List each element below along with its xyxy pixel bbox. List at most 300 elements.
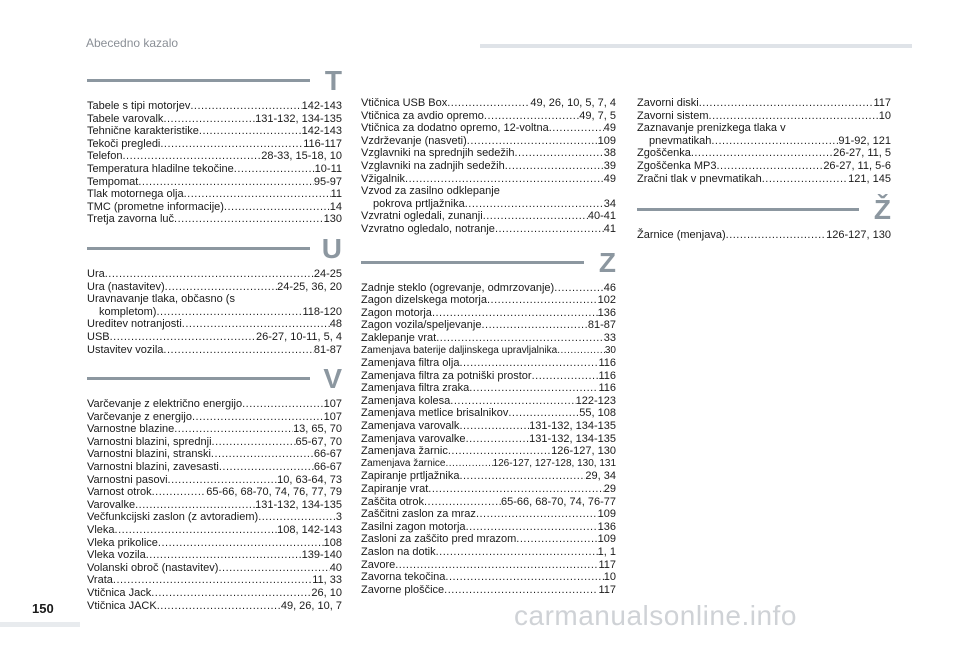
index-entry-pages: 131-132, 134-135 <box>255 112 342 125</box>
index-entry-name: Zagon dizelskega motorja <box>361 294 487 307</box>
index-entry <box>361 470 616 483</box>
dot-leader <box>495 223 604 236</box>
index-entry <box>361 319 616 332</box>
dot-leader <box>762 173 848 186</box>
index-entry <box>87 150 342 163</box>
index-entry-name: Zaslon na dotik <box>361 546 436 558</box>
section-header-z <box>361 246 616 278</box>
index-entry-name: Vzvratni ogledali, zunanji <box>361 210 483 223</box>
index-entry-pages: 40-41 <box>587 210 616 223</box>
index-entry-name: Zgoščenka <box>637 147 691 160</box>
index-entry <box>87 537 342 550</box>
index-entry-pages: 139-140 <box>301 549 342 562</box>
index-entry-name: Žarnice (menjava) <box>637 229 726 242</box>
index-entry-pages: 95-97 <box>313 175 342 188</box>
index-entry-pages: 136 <box>597 520 616 533</box>
index-entry <box>361 433 616 446</box>
index-entry-pages: 102 <box>597 294 616 307</box>
dot-leader <box>152 486 207 499</box>
index-entry-name: Vleka prikolice <box>87 536 158 549</box>
index-entry-pages: 29 <box>603 483 616 496</box>
index-entry-pages: 126-127, 130 <box>826 229 891 242</box>
index-entry <box>87 600 342 613</box>
index-entry <box>637 110 891 123</box>
index-entry <box>637 160 891 173</box>
dot-leader <box>105 268 314 281</box>
dot-leader <box>532 370 599 383</box>
index-entry <box>637 229 891 242</box>
index-entry-name: Zaklepanje vrat <box>361 331 437 344</box>
section-zh-entries <box>637 229 891 242</box>
index-entry-name: Vleka <box>87 524 115 537</box>
index-entry-name: Volanski obroč (nastavitev) <box>87 561 219 574</box>
index-entry-pages: 130 <box>323 213 342 226</box>
index-entry-pages: 142-143 <box>301 125 342 138</box>
dot-leader <box>448 445 551 458</box>
index-entry <box>361 160 616 173</box>
index-entry-name: Zamenjava žarnic <box>361 445 448 458</box>
index-entry-name: Varčevanje z električno energijo <box>87 398 243 411</box>
index-entry-name: USB <box>87 330 110 343</box>
index-entry <box>637 173 891 186</box>
index-entry-name: Vzglavniki na sprednjih sedežih <box>361 147 515 160</box>
index-entry-name: Tabele s tipi motorjev <box>87 100 191 112</box>
dot-leader <box>122 150 261 163</box>
dot-leader <box>218 562 329 575</box>
index-entry <box>361 357 616 370</box>
index-entry-pages: 126-127, 130 <box>551 445 616 458</box>
index-entry <box>361 533 616 546</box>
index-entry-name: Vleka vozila <box>87 549 146 562</box>
index-entry-pages: 121, 145 <box>848 172 891 185</box>
index-entry-name: Vtičnica za avdio opremo <box>361 109 484 122</box>
dot-leader <box>242 398 324 411</box>
index-entry-name: Zamenjava filtra za potniški prostor <box>361 369 532 382</box>
dot-leader <box>184 188 331 201</box>
dot-leader <box>466 521 598 534</box>
index-entry <box>87 344 342 357</box>
dot-leader <box>444 584 598 597</box>
index-entry-pages: 41 <box>603 222 616 235</box>
index-entry-pages: 65-66, 68-70, 74, 76, 77, 79 <box>206 486 342 499</box>
index-entry-name: Ura (nastavitev) <box>87 280 165 293</box>
page-number: 150 <box>32 601 54 616</box>
section-v-continued-entries <box>361 97 616 236</box>
index-entry-name: Zamenjava varovalk <box>361 420 460 433</box>
section-letter-v: V <box>323 363 342 395</box>
index-entry-pages: 3 <box>335 511 342 524</box>
index-entry <box>87 268 342 281</box>
index-column-3 <box>637 97 891 242</box>
index-entry-pages: 117 <box>873 97 891 109</box>
index-entry <box>361 571 616 584</box>
dot-leader <box>476 508 598 521</box>
index-entry-name: Zamenjava baterije daljinskega upravljalnika <box>361 344 558 356</box>
index-entry <box>87 511 342 524</box>
index-entry-name: Zaznavanje prenizkega tlaka v <box>637 122 786 135</box>
index-entry-pages: 10 <box>603 571 616 584</box>
index-entry-pages: 11 <box>330 188 342 201</box>
index-entry-pages: 109 <box>597 533 616 546</box>
index-entry-name: Tekoči pregledi <box>87 137 161 150</box>
index-entry <box>361 496 616 509</box>
index-entry-pages: 117 <box>598 583 616 596</box>
dot-leader <box>469 382 598 395</box>
index-entry <box>637 135 891 148</box>
index-entry-name: Varnost otrok <box>87 486 152 499</box>
dot-leader <box>447 97 530 110</box>
index-entry-name: Tempomat <box>87 175 139 188</box>
dot-leader <box>436 546 598 559</box>
dot-leader <box>450 395 575 408</box>
section-letter-t: T <box>324 65 342 96</box>
index-entry-pages: 10 <box>878 109 891 122</box>
dot-leader <box>174 213 324 226</box>
index-column-2 <box>361 97 616 596</box>
index-entry-pages: 55, 108 <box>579 407 616 420</box>
index-entry <box>361 97 616 110</box>
index-entry-pages: 49, 7, 5 <box>579 109 616 122</box>
index-entry-name: pnevmatikah <box>649 134 712 147</box>
dot-leader <box>459 420 529 433</box>
section-letter-u: U <box>321 232 342 264</box>
dot-leader <box>192 411 324 424</box>
index-entry-pages: 48 <box>329 318 342 331</box>
index-entry-name: Temperatura hladilne tekočine <box>87 162 234 175</box>
index-entry-pages: 38 <box>603 147 616 160</box>
dot-leader <box>691 147 833 160</box>
index-entry <box>87 125 342 138</box>
index-entry-name: Varnostni blazini, sprednji <box>87 435 212 448</box>
index-entry-name: Zadnje steklo (ogrevanje, odmrzovanje) <box>361 281 555 294</box>
index-entry-name: Tabele varovalk <box>87 112 164 125</box>
dot-leader <box>165 281 278 294</box>
index-entry-name: kompletom) <box>99 305 157 318</box>
index-entry-pages: 49, 26, 10, 5, 7, 4 <box>530 97 616 109</box>
index-entry <box>361 147 616 160</box>
dot-leader <box>174 423 293 436</box>
index-entry <box>361 508 616 521</box>
index-entry-name: Zapiranje prtljažnika <box>361 470 460 483</box>
index-entry-name: Varnostni pasovi <box>87 473 168 486</box>
index-entry-pages: 29, 34 <box>585 470 616 483</box>
section-letter-zh: Ž <box>873 194 891 226</box>
index-entry <box>637 97 891 110</box>
dot-leader <box>445 458 492 471</box>
dot-leader <box>432 307 598 320</box>
index-entry <box>361 370 616 383</box>
index-entry-name: Varnostni blazini, stranski <box>87 448 211 461</box>
dot-leader <box>224 201 330 214</box>
index-entry-name: Zamenjava kolesa <box>361 394 451 407</box>
header-title: Abecedno kazalo <box>86 36 179 50</box>
index-entry <box>87 188 342 201</box>
index-entry <box>361 445 616 458</box>
dot-leader <box>699 97 874 110</box>
index-entry-pages: 34 <box>603 197 616 210</box>
index-entry-pages: 28-33, 15-18, 10 <box>261 150 342 163</box>
index-entry-pages: 118-120 <box>302 305 342 318</box>
dot-leader <box>465 198 604 211</box>
index-entry-pages: 66-67 <box>313 448 342 461</box>
index-entry <box>361 584 616 597</box>
index-entry <box>361 546 616 559</box>
dot-leader <box>157 600 281 613</box>
dot-leader <box>467 135 598 148</box>
index-entry <box>361 458 616 471</box>
index-entry <box>87 423 342 436</box>
dot-leader <box>549 122 604 135</box>
dot-leader <box>481 319 587 332</box>
dot-leader <box>711 135 838 148</box>
index-entry-name: Večfunkcijski zaslon (z avtoradiem) <box>87 511 259 524</box>
index-entry-pages: 30 <box>604 344 616 356</box>
dot-leader <box>554 282 604 295</box>
index-entry-pages: 65-66, 68-70, 74, 76-77 <box>501 495 616 508</box>
index-entry <box>87 587 342 600</box>
index-entry-name: Zamenjava filtra olja <box>361 357 460 370</box>
dot-leader <box>428 483 603 496</box>
index-entry-name: Zračni tlak v pnevmatikah <box>637 172 762 185</box>
index-entry-pages: 109 <box>597 508 616 521</box>
index-entry-name: Varčevanje z energijo <box>87 410 192 423</box>
section-z-continued-entries <box>637 97 891 185</box>
section-rule <box>87 79 310 82</box>
index-entry-name: Zgoščenka MP3 <box>637 159 717 172</box>
index-entry-name: Zavorni diski <box>637 97 699 109</box>
index-entry-pages: 11, 33 <box>312 574 342 587</box>
index-entry-name: Zavorne ploščice <box>361 583 445 596</box>
index-entry-name: Zamenjava filtra zraka <box>361 382 470 395</box>
section-rule <box>87 377 310 380</box>
dot-leader <box>199 125 302 138</box>
dot-leader <box>168 474 278 487</box>
dot-leader <box>709 110 879 123</box>
index-entry-pages: 116-117 <box>303 137 342 150</box>
dot-leader <box>258 511 336 524</box>
dot-leader <box>190 100 301 113</box>
dot-leader <box>487 294 598 307</box>
index-entry-name: Zagon motorja <box>361 306 432 319</box>
index-entry-name: Vtičnica Jack <box>87 587 152 599</box>
dot-leader <box>726 229 827 242</box>
index-entry-pages: 49, 26, 10, 7 <box>280 599 342 612</box>
index-entry <box>361 135 616 148</box>
index-entry-name: TMC (prometne informacije) <box>87 200 224 213</box>
index-entry <box>87 549 342 562</box>
index-entry <box>87 331 342 344</box>
index-entry <box>361 173 616 186</box>
index-entry <box>87 448 342 461</box>
index-entry <box>637 122 891 135</box>
index-entry-pages: 66-67 <box>313 461 342 474</box>
index-entry-name: Ureditev notranjosti <box>87 318 182 331</box>
index-entry <box>87 201 342 214</box>
index-entry <box>87 461 342 474</box>
index-entry-pages: 39 <box>603 159 616 172</box>
index-entry <box>361 395 616 408</box>
index-entry-pages: 24-25 <box>313 267 342 280</box>
index-entry <box>361 122 616 135</box>
index-entry-name: Tlak motornega olja <box>87 188 184 201</box>
dot-leader <box>160 138 303 151</box>
index-entry-pages: 26-27, 10-11, 5, 4 <box>255 330 342 343</box>
index-entry-name: Ura <box>87 267 105 280</box>
index-entry <box>87 474 342 487</box>
index-entry-pages: 131-132, 134-135 <box>529 420 616 433</box>
index-entry-pages: 116 <box>598 357 616 370</box>
section-rule <box>87 247 310 250</box>
index-entry-pages: 131-132, 134-135 <box>255 498 342 511</box>
index-entry-name: Zamenjava žarnice <box>361 457 446 469</box>
index-entry <box>87 398 342 411</box>
dot-leader <box>156 306 302 319</box>
index-entry <box>361 521 616 534</box>
index-entry <box>87 318 342 331</box>
index-entry-name: Varnostni blazini, zavesasti <box>87 461 219 474</box>
dot-leader <box>505 160 604 173</box>
index-entry-name: Zaščitni zaslon za mraz <box>361 508 476 521</box>
index-entry-pages: 14 <box>329 200 342 213</box>
index-entry <box>361 185 616 198</box>
index-entry <box>87 436 342 449</box>
index-entry-pages: 49 <box>603 122 616 135</box>
index-entry <box>361 198 616 211</box>
dot-leader <box>163 113 255 126</box>
section-header-t <box>87 65 342 96</box>
dot-leader <box>151 587 311 600</box>
index-entry <box>361 210 616 223</box>
index-entry-name: Varovalke <box>87 498 136 511</box>
dot-leader <box>138 176 314 189</box>
index-entry-pages: 10, 63-64, 73 <box>277 473 342 486</box>
index-entry-name: Zaščita otrok <box>361 495 424 508</box>
dot-leader <box>459 357 598 370</box>
dot-leader <box>557 345 605 358</box>
dot-leader <box>219 461 314 474</box>
index-entry-pages: 109 <box>597 134 616 147</box>
index-entry-name: Uravnavanje tlaka, občasno (s <box>87 293 235 306</box>
index-entry-pages: 13, 65, 70 <box>293 423 342 436</box>
dot-leader <box>424 496 501 509</box>
dot-leader <box>516 533 597 546</box>
index-entry <box>361 483 616 496</box>
section-rule <box>637 208 859 211</box>
index-entry-name: Vtičnica za dodatno opremo, 12-voltna <box>361 122 549 135</box>
section-letter-z: Z <box>598 246 616 278</box>
index-entry-pages: 107 <box>323 398 342 411</box>
dot-leader <box>483 210 588 223</box>
index-entry-name: Tehnične karakteristike <box>87 125 199 138</box>
header-bar <box>480 44 912 48</box>
dot-leader <box>234 163 315 176</box>
index-entry-name: Vžigalnik <box>361 172 406 185</box>
index-entry <box>87 176 342 189</box>
index-entry-pages: 65-67, 70 <box>295 435 342 448</box>
dot-leader <box>459 470 585 483</box>
dot-leader <box>146 549 302 562</box>
dot-leader <box>395 559 598 572</box>
index-entry-pages: 24-25, 36, 20 <box>277 280 342 293</box>
index-entry <box>361 559 616 572</box>
index-entry-name: Zavorna tekočina <box>361 571 446 584</box>
index-entry-pages: 33 <box>603 331 616 344</box>
index-entry-pages: 131-132, 134-135 <box>529 432 616 445</box>
index-entry <box>87 411 342 424</box>
index-entry-name: Vzvratno ogledalo, notranje <box>361 222 495 235</box>
dot-leader <box>158 537 324 550</box>
index-entry-pages: 81-87 <box>587 319 616 332</box>
index-entry-name: Ustavitev vozila <box>87 343 164 356</box>
dot-leader <box>113 574 312 587</box>
index-entry-pages: 116 <box>598 369 616 382</box>
dot-leader <box>135 499 255 512</box>
index-entry <box>361 420 616 433</box>
index-entry-pages: 49 <box>603 172 616 185</box>
index-entry-name: Zapiranje vrat <box>361 483 429 496</box>
index-entry-pages: 26-27, 11, 5-6 <box>823 159 891 172</box>
dot-leader <box>445 571 603 584</box>
index-entry-pages: 126-127, 127-128, 130, 131 <box>492 457 616 469</box>
watermark: carmanualsonline.info <box>514 600 797 631</box>
index-entry-name: Varnostne blazine <box>87 423 175 436</box>
dot-leader <box>466 433 530 446</box>
index-entry-name: Zasloni za zaščito pred mrazom <box>361 533 517 546</box>
index-entry <box>87 524 342 537</box>
index-entry-name: Vzdrževanje (nasveti) <box>361 134 467 147</box>
section-rule <box>361 261 584 264</box>
index-entry-pages: 46 <box>603 281 616 294</box>
index-entry-pages: 81-87 <box>313 343 342 356</box>
index-entry-name: Telefon <box>87 150 123 163</box>
section-header-u <box>87 232 342 264</box>
index-entry <box>637 147 891 160</box>
dot-leader <box>182 318 330 331</box>
index-entry-pages: 108, 142-143 <box>277 524 342 537</box>
index-entry <box>361 282 616 295</box>
dot-leader <box>405 173 604 186</box>
index-entry <box>87 562 342 575</box>
index-entry-pages: 40 <box>329 561 342 574</box>
dot-leader <box>484 110 579 123</box>
index-column-1 <box>87 65 342 612</box>
section-v-entries <box>87 398 342 612</box>
index-entry-pages: 116 <box>598 382 616 395</box>
dot-leader <box>716 160 823 173</box>
dot-leader <box>436 332 604 345</box>
index-entry-pages: 1, 1 <box>597 546 616 558</box>
index-entry-name: Vtičnica USB Box <box>361 97 448 109</box>
index-entry <box>361 382 616 395</box>
index-entry <box>87 306 342 319</box>
index-entry-name: pokrova prtljažnika <box>373 197 465 210</box>
index-entry-pages: 122-123 <box>575 394 616 407</box>
index-entry-pages: 117 <box>598 558 616 571</box>
index-entry-name: Vzvod za zasilno odklepanje <box>361 185 500 198</box>
index-entry-name: Zamenjava metlice brisalnikov <box>361 407 509 420</box>
index-entry-pages: 26, 10 <box>311 587 342 599</box>
index-entry-pages: 142-143 <box>301 100 342 112</box>
index-entry-name: Zavore <box>361 558 396 571</box>
page-number-bar <box>0 622 80 627</box>
index-entry-name: Zasilni zagon motorja <box>361 520 466 533</box>
index-entry-pages: 136 <box>597 306 616 319</box>
index-entry-pages: 91-92, 121 <box>838 134 891 147</box>
dot-leader <box>163 344 313 357</box>
index-entry <box>87 138 342 151</box>
index-entry <box>361 345 616 358</box>
dot-leader <box>211 448 314 461</box>
